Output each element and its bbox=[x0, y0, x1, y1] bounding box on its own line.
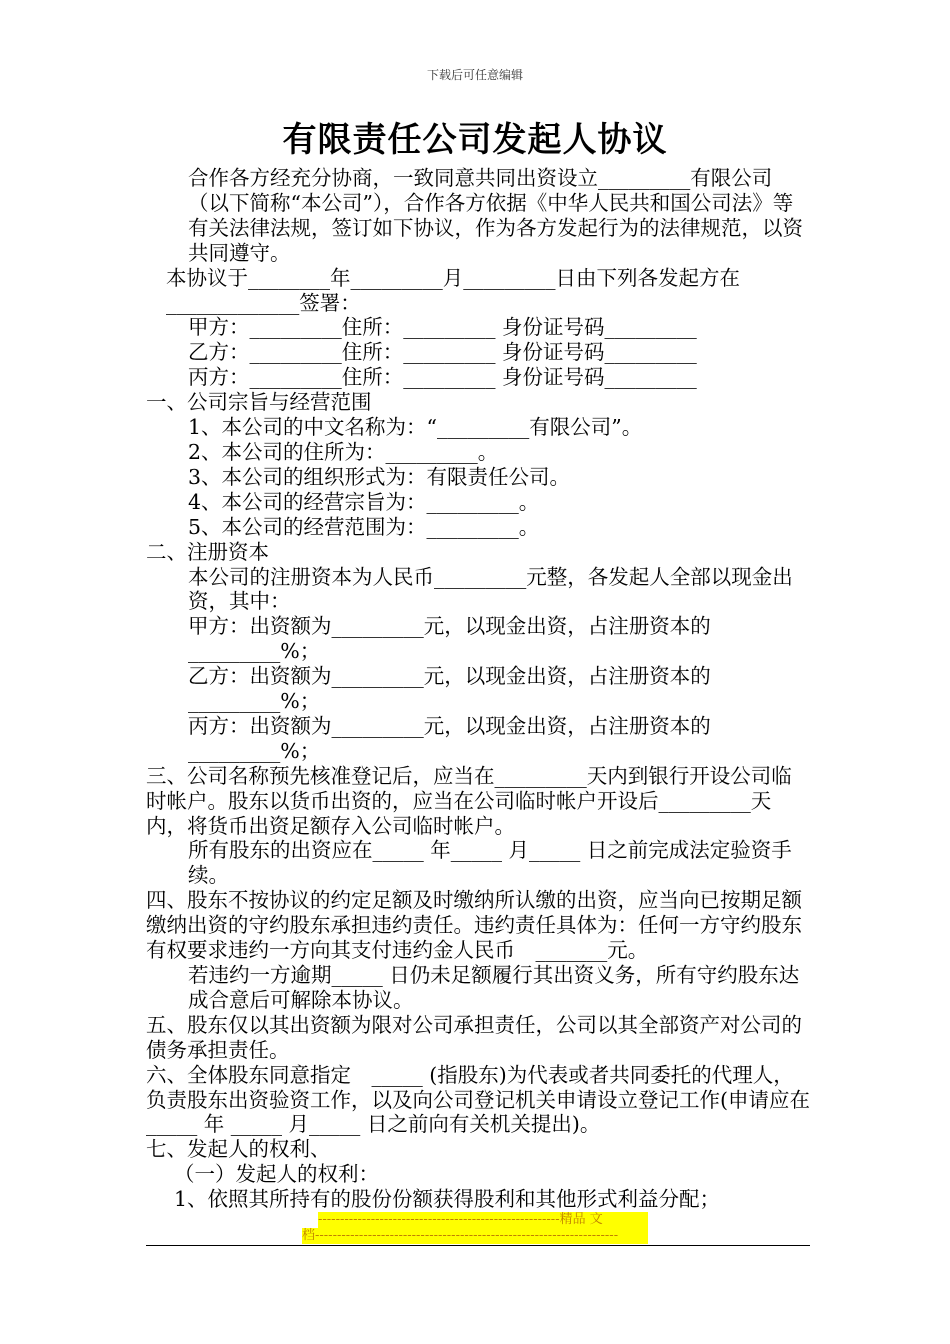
party-b-line: 乙方：_________住所：_________ 身份证号码_________ bbox=[188, 340, 697, 365]
section-heading-7: 七、发起人的权利、 bbox=[146, 1137, 331, 1162]
capital-party-c: 丙方：出资额为_________元，以现金出资，占注册资本的_________%； bbox=[188, 713, 711, 763]
party-a-line: 甲方：_________住所：_________ 身份证号码_________ bbox=[188, 315, 697, 340]
intro-paragraph: 合作各方经充分协商，一致同意共同出资设立_________有限公司（以下简称“本公司”），合作各方依据《中华人民共和国公司法》等有关法律法规，签订如下协议，作为各方发起行为的法律规范，以资共同遵守。 bbox=[188, 166, 803, 265]
capital-party-a: 甲方：出资额为_________元，以现金出资，占注册资本的_________%； bbox=[188, 614, 711, 664]
document-body bbox=[146, 166, 810, 1212]
footer-watermark-line-1: -------------------------------------------------------精品 文 bbox=[318, 1212, 648, 1228]
footer-watermark-line-2: 档--------------------------------------------------------------------- bbox=[302, 1228, 648, 1244]
section-6-paragraph: 六、全体股东同意指定 _____ (指股东)为代表或者共同委托的代理人，负责股东出资验资工作，以及向公司登记机关申请设立登记工作(申请应在_____ 年 _____ 月_____ 日之前向有关机关提出)。 bbox=[146, 1062, 810, 1137]
subsection-heading-7-1: （一）发起人的权利： bbox=[174, 1162, 379, 1187]
section-heading-1: 一、公司宗旨与经营范围 bbox=[146, 390, 372, 415]
overdue-paragraph: 若违约一方逾期_____ 日仍未足额履行其出资义务，所有守约股东达成合意后可解除本协议。 bbox=[188, 963, 800, 1012]
section-3-paragraph: 三、公司名称预先核准登记后，应当在_________天内到银行开设公司临时帐户。股东以货币出资的，应当在公司临时帐户开设后_________天内，将货币出资足额存入公司临时帐户。 bbox=[146, 763, 792, 838]
document-title: 有限责任公司发起人协议 bbox=[282, 120, 668, 160]
clause-1-3: 3、本公司的组织形式为：有限责任公司。 bbox=[188, 464, 571, 489]
clause-1-1: 1、本公司的中文名称为：“_________有限公司”。 bbox=[188, 415, 643, 440]
verification-paragraph: 所有股东的出资应在_____ 年_____ 月_____ 日之前完成法定验资手续。 bbox=[188, 838, 792, 888]
capital-paragraph: 本公司的注册资本为人民币_________元整，各发起人全部以现金出资，其中： bbox=[188, 564, 793, 614]
footer-rule bbox=[146, 1245, 810, 1246]
capital-party-b: 乙方：出资额为_________元，以现金出资，占注册资本的_________%； bbox=[188, 664, 711, 714]
clause-1-5: 5、本公司的经营范围为：_________。 bbox=[188, 514, 540, 539]
page-header: 下载后可任意编辑 bbox=[426, 68, 523, 82]
clause-1-4: 4、本公司的经营宗旨为：_________。 bbox=[188, 489, 540, 514]
clause-7-1-1: 1、依照其所持有的股份份额获得股利和其他形式利益分配； bbox=[174, 1187, 721, 1212]
clause-1-2: 2、本公司的住所为：_________。 bbox=[188, 439, 499, 464]
section-4-paragraph: 四、股东不按协议的约定足额及时缴纳所认缴的出资，应当向已按期足额缴纳出资的守约股东承担违约责任。违约责任具体为：任何一方守约股东有权要求违约一方向其支付违约金人民币 _______元。 bbox=[146, 888, 802, 963]
section-5-paragraph: 五、股东仅以其出资额为限对公司承担责任，公司以其全部资产对公司的债务承担责任。 bbox=[146, 1012, 802, 1062]
party-c-line: 丙方：_________住所：_________ 身份证号码_________ bbox=[188, 365, 697, 390]
section-heading-2: 二、注册资本 bbox=[146, 539, 269, 564]
signing-paragraph: 本协议于________年_________月_________日由下列各发起方在_____________签署： bbox=[166, 265, 740, 315]
